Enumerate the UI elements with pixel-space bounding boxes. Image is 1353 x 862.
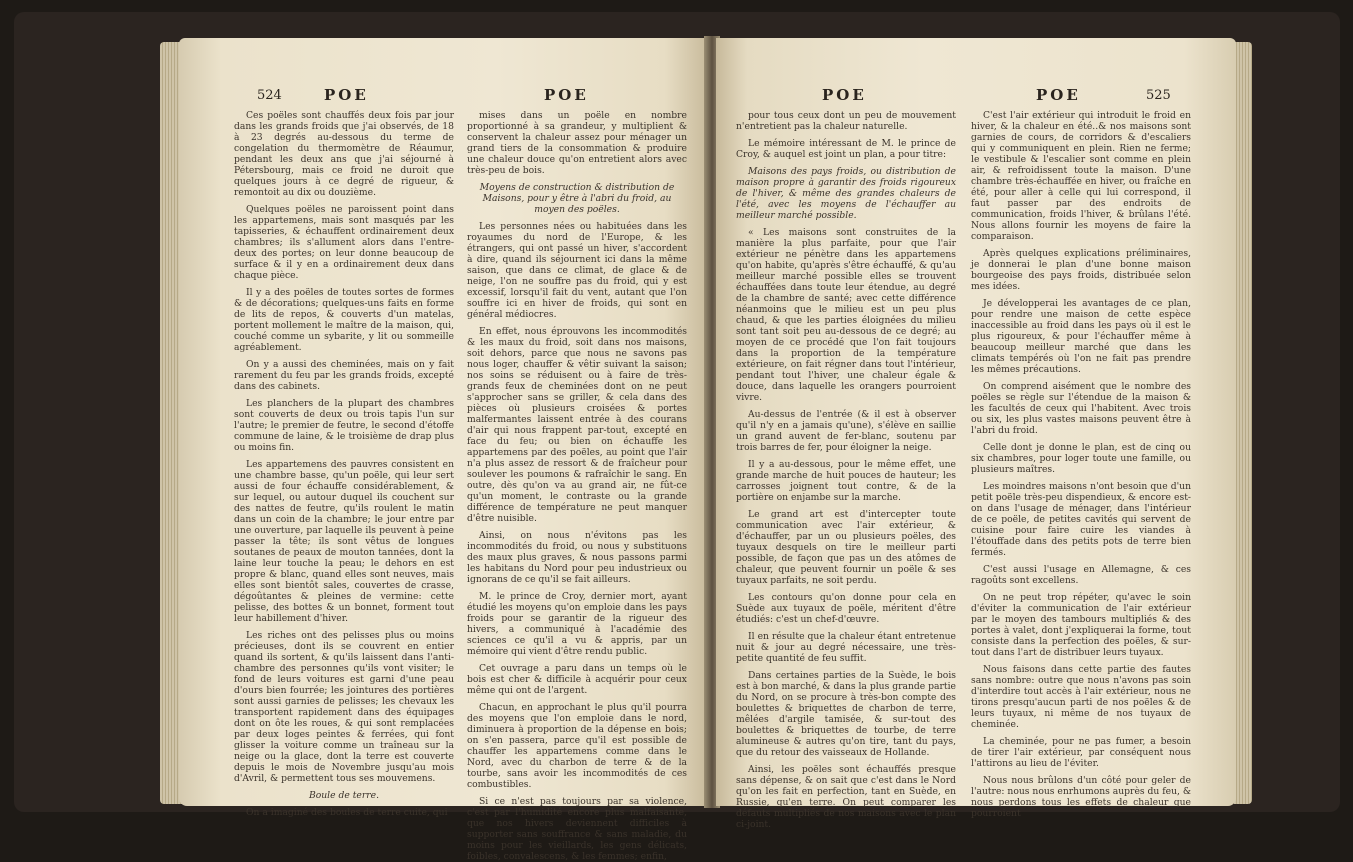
paragraph: Il y a au-dessous, pour le même effet, une grande marche de huit pouces de hauteur; les carrosses joignent tout contre, & de la portière on enjambe sur la marche.: [736, 459, 956, 503]
paragraph: Les moindres maisons n'ont besoin que d'un petit poële très-peu dispendieux, & encore est-on dans l'usage de ménager, dans l'intérieur de ce poële, de petites cavités qui servent de cuisine pour faire cuire les viandes à l'étouffade dans des petits pots de terre bien fermés.: [971, 481, 1191, 558]
paragraph: Les appartemens des pauvres consistent en une chambre basse, qu'un poële, qui leur sert aussi de four échauffe considérablement, & sur lequel, ou autour duquel ils couchent sur des nattes de feutre, qu'ils roulent le matin dans un coin de la chambre; le jour entre par une ouverture, par laquelle ils peuvent à peine passer la tête; ils sont vêtus de longues soutanes de peaux de mouton tannées, dont la laine leur touche la peau; le dehors en est propre & blanc, quand elles sont neuves, mais elles sont bientôt sales, couvertes de crasse, dégoûtantes & pleines de vermine: cette pelisse, des bottes & un bonnet, forment tout leur habillement d'hiver.: [234, 459, 454, 624]
paragraph: Au-dessus de l'entrée (& il est à observer qu'il n'y en a jamais qu'une), s'élève en saillie un grand auvent de fer-blanc, soutenu par trois barres de fer, pour éloigner la neige.: [736, 409, 956, 453]
paragraph: Ainsi, les poëles sont échauffés presque sans dépense, & on sait que c'est dans le Nord qu'on les fait en perfection, tant en Suède, en Russie, qu'en terre. On peut comparer les défauts multipliés de nos maisons avec le plan ci-joint.: [736, 764, 956, 830]
paragraph: C'est l'air extérieur qui introduit le froid en hiver, & la chaleur en été..& nos maisons sont garnies de cours, de corridors & d'escaliers qui y communiquent en plein. Rien ne ferme; le vestibule & l'escalier sont comme en plein air, & refroidissent toute la maison. D'une chambre très-échauffée en hiver, ou fraîche en été, pour aller à celle qui lui correspond, il faut passer par des endroits de communication, froids l'hiver, & brûlans l'été. Nous allons fournir les moyens de faire la comparaison.: [971, 110, 1191, 242]
paragraph: Les planchers de la plupart des chambres sont couverts de deux ou trois tapis l'un sur l'autre; le premier de feutre, le second d'étoffe commune de laine, & le troisième de drap plus ou moins fin.: [234, 398, 454, 453]
paragraph: On a imaginé des boules de terre cuite, qui: [246, 807, 448, 818]
right-page-column-2: [971, 110, 1192, 819]
right-page-column-1: [736, 110, 956, 830]
paragraph: Nous faisons dans cette partie des fautes sans nombre: outre que nous n'avons pas soin d'interdire tout accès à l'air extérieur, nous ne tirons presqu'aucun parti de nos poëles & de leurs tuyaux, ni même de nos tuyaux de cheminée.: [971, 664, 1191, 730]
paragraph: En effet, nous éprouvons les incommodités & les maux du froid, soit dans nos maisons, soit dehors, parce que nous ne savons pas nous loger, chauffer & vêtir suivant la saison; nos soins se réduisent ou à faire de très-grands feux de cheminées dont on ne peut s'approcher sans se griller, & cela dans des pièces où plusieurs croisées & portes malfermantes laissent entrée à des courans d'air qui nous frappent par-tout, excepté en face du feu; ou bien on échauffe les appartemens par des poëles, au point que l'air n'a plus assez de ressort & de fraîcheur pour soulever les poumons & rafraîchir le sang. En outre, dès qu'on va au grand air, ne fût-ce qu'un moment, le contraste ou la grande différence de température ne peut manquer d'être nuisible.: [467, 326, 687, 524]
paragraph: Dans certaines parties de la Suède, le bois est à bon marché, & dans la plus grande partie du Nord, on se procure à très-bon compte des boulettes & briquettes de charbon de terre, mêlées d'argile tamisée, & sur-tout des boulettes & briquettes de tourbe, de terre alumineuse & autres qu'on tire, tant du pays, que du retour des vaisseaux de Hollande.: [736, 670, 956, 758]
paragraph: Le grand art est d'intercepter toute communication avec l'air extérieur, & d'échauffer, par un ou plusieurs poëles, des tuyaux desquels on tire le meilleur parti possible, de façon que pas un des atômes de chaleur, que peuvent fournir un poële & ses tuyaux parfaits, ne soit perdu.: [736, 509, 956, 586]
running-head-left: POE: [822, 86, 867, 104]
paragraph: Le mémoire intéressant de M. le prince de Croy, & auquel est joint un plan, a pour titre:: [736, 138, 956, 160]
page-number: 525: [1146, 88, 1171, 103]
left-page-column-2: [467, 110, 687, 862]
paragraph: mises dans un poële en nombre proportionné à sa grandeur, y multiplient & conservent la chaleur assez pour ménager un grand tiers de la consommation & produire une chaleur douce qu'on entretient alors avec très-peu de bois.: [467, 110, 687, 176]
paragraph: Les personnes nées ou habituées dans les royaumes du nord de l'Europe, & les étrangers, qui ont passé un hiver, s'accordent à dire, quand ils séjournent ici dans la même saison, que dans ce climat, de glace & de neige, l'on ne souffre pas du froid, qui y est excessif, lorsqu'il fait du vent, autant que l'on souffre ici en hiver de froids, qui sont en général médiocres.: [467, 221, 687, 320]
paragraph: Il y a des poëles de toutes sortes de formes & de décorations; quelques-uns faits en forme de lits de repos, & couverts d'un matelas, portent mollement le maître de la maison, qui, couché comme un sybarite, y lit ou sommeille agréablement.: [234, 287, 454, 353]
running-head-right: POE: [544, 86, 589, 104]
right-page: [716, 38, 1236, 830]
paragraph: La cheminée, pour ne pas fumer, a besoin de tirer l'air extérieur, par conséquent nous l'attirons au lieu de l'éviter.: [971, 736, 1191, 769]
paragraph: On ne peut trop répéter, qu'avec le soin d'éviter la communication de l'air extérieur par le moyen des tambours multipliés & des portes à valet, dont j'expliquerai la forme, tout consiste dans la perfection des poëles, & sur-tout dans l'art de distribuer leurs tuyaux.: [971, 592, 1191, 658]
book-title-quote: Maisons des pays froids, ou distribution de maison propre à garantir des froids rigoureux de l'hiver, & même des grandes chaleurs de l'été, avec les moyens de l'échauffer au meilleur marché possible.: [736, 166, 956, 221]
book-spread: [14, 12, 1340, 862]
left-page-column-1: [234, 110, 454, 818]
paragraph: C'est aussi l'usage en Allemagne, & ces ragoûts sont excellens.: [971, 564, 1191, 586]
section-subheading: Boule de terre.: [308, 790, 379, 801]
paragraph: Celle dont je donne le plan, est de cinq ou six chambres, pour loger toute une famille, ou plusieurs maîtres.: [971, 442, 1191, 475]
paragraph: On comprend aisément que le nombre des poëles se règle sur l'étendue de la maison & les facultés de ceux qui l'habitent. Avec trois ou six, les plus vastes maisons peuvent être à l'abri du froid.: [971, 381, 1191, 436]
running-head-left: POE: [324, 86, 369, 104]
paragraph: Si ce n'est pas toujours par sa violence, c'est par l'humidité encore plus malfaisante, que nos hivers deviennent difficiles à supporter sans souffrance & sans maladie, du moins pour les vieillards, les gens délicats, foibles, convalescens, & les femmes; enfin,: [467, 796, 687, 862]
paragraph: Après quelques explications préliminaires, je donnerai le plan d'une bonne maison bourgeoise des pays froids, distribuée selon mes idées.: [971, 248, 1191, 292]
paragraph: Quelques poëles ne paroissent point dans les appartemens, mais sont masqués par les tapisseries, & échauffent ordinairement deux chambres; ils s'allument alors dans l'entre-deux des portes; on leur donne beaucoup de surface & il y en a ordinairement deux dans chaque pièce.: [234, 204, 454, 281]
paragraph: M. le prince de Croy, dernier mort, ayant étudié les moyens qu'on emploie dans les pays froids pour se garantir de la rigueur des hivers, a communiqué à l'académie des sciences ce qu'il a vu & appris, par un mémoire qui vient d'être rendu public.: [467, 591, 687, 657]
paragraph: pour tous ceux dont un peu de mouvement n'entretient pas la chaleur naturelle.: [736, 110, 956, 132]
page-number: 524: [257, 88, 282, 103]
paragraph: Chacun, en approchant le plus qu'il pourra des moyens que l'on emploie dans le nord, diminuera à proportion de la dépense en bois; on s'en passera, parce qu'il est possible de chauffer les appartemens comme dans le Nord, avec du charbon de terre & de la tourbe, sans avoir les incommodités de ces combustibles.: [467, 702, 687, 790]
paragraph: Nous nous brûlons d'un côté pour geler de l'autre: nous nous enrhumons auprès du feu, & nous perdons tous les effets de chaleur que pourroient: [971, 775, 1192, 819]
paragraph: Il en résulte que la chaleur étant entretenue nuit & jour au degré nécessaire, une très-petite quantité de feu suffit.: [736, 631, 956, 664]
section-subheading: Moyens de construction & distribution de Maisons, pour y être à l'abri du froid, au moyen des poëles.: [479, 182, 675, 215]
paragraph: « Les maisons sont construites de la manière la plus parfaite, pour que l'air extérieur ne pénètre dans les appartemens qu'on habite, qu'après s'être échauffé, & qu'au meilleur marché possible elles se trouvent échauffées dans toute leur étendue, au degré de la chambre de santé; avec cette différence néanmoins que le milieu est un peu plus chaud, & que les parties éloignées du milieu sont tant soit peu au-dessous de ce degré; au moyen de ce procédé que l'on fait toujours dans la proportion de la température extérieure, on fait régner dans tout l'intérieur, pendant tout l'hiver, une chaleur égale & douce, dans laquelle les orangers pourroient vivre.: [736, 227, 956, 403]
paragraph: Je développerai les avantages de ce plan, pour rendre une maison de cette espèce inaccessible au froid dans les pays où il est le plus rigoureux, & pour l'échauffer même à beaucoup meilleur marché que dans les climats tempérés où l'on ne fait pas prendre les mêmes précautions.: [971, 298, 1191, 375]
paragraph: Cet ouvrage a paru dans un temps où le bois est cher & difficile à acquérir pour ceux même qui ont de l'argent.: [467, 663, 687, 696]
paragraph: Ces poëles sont chauffés deux fois par jour dans les grands froids que j'ai observés, de 18 à 23 degrés au-dessous du terme de congelation du thermomètre de Réaumur, pendant les deux ans que j'ai séjourné à Pétersbourg, mais ce froid ne duroit que quelques jours à ce degré de rigueur, & remontoit au dix ou douzième.: [234, 110, 454, 198]
running-head-right: POE: [1036, 86, 1081, 104]
left-page: [179, 38, 707, 862]
paragraph: Les riches ont des pelisses plus ou moins précieuses, dont ils se couvrent en entier quand ils sortent, & qu'ils laissent dans l'anti-chambre des personnes qu'ils vont visiter; le fond de leurs voitures est garni d'une peau d'ours bien fourrée; les jointures des portières sont aussi garnies de pelisses; les chevaux les transportent rapidement dans des équipages dont on ôte les roues, & qui sont remplacées par deux loges peintes & ferrées, qui font glisser la voiture comme un traîneau sur la neige ou la glace, dont la terre est couverte depuis le mois de Novembre jusqu'au mois d'Avril, & permettent tous ses mouvemens.: [234, 630, 454, 784]
paragraph: Ainsi, on nous n'évitons pas les incommodités du froid, ou nous y substituons des maux plus graves, & nous passons parmi les habitans du Nord pour peu industrieux ou ignorans de ce qu'il se fait ailleurs.: [467, 530, 687, 585]
paragraph: Les contours qu'on donne pour cela en Suède aux tuyaux de poële, méritent d'être étudiés: c'est un chef-d'œuvre.: [736, 592, 956, 625]
paragraph: On y a aussi des cheminées, mais on y fait rarement du feu par les grands froids, excepté dans des cabinets.: [234, 359, 454, 392]
right-page-edges: [1234, 42, 1252, 804]
